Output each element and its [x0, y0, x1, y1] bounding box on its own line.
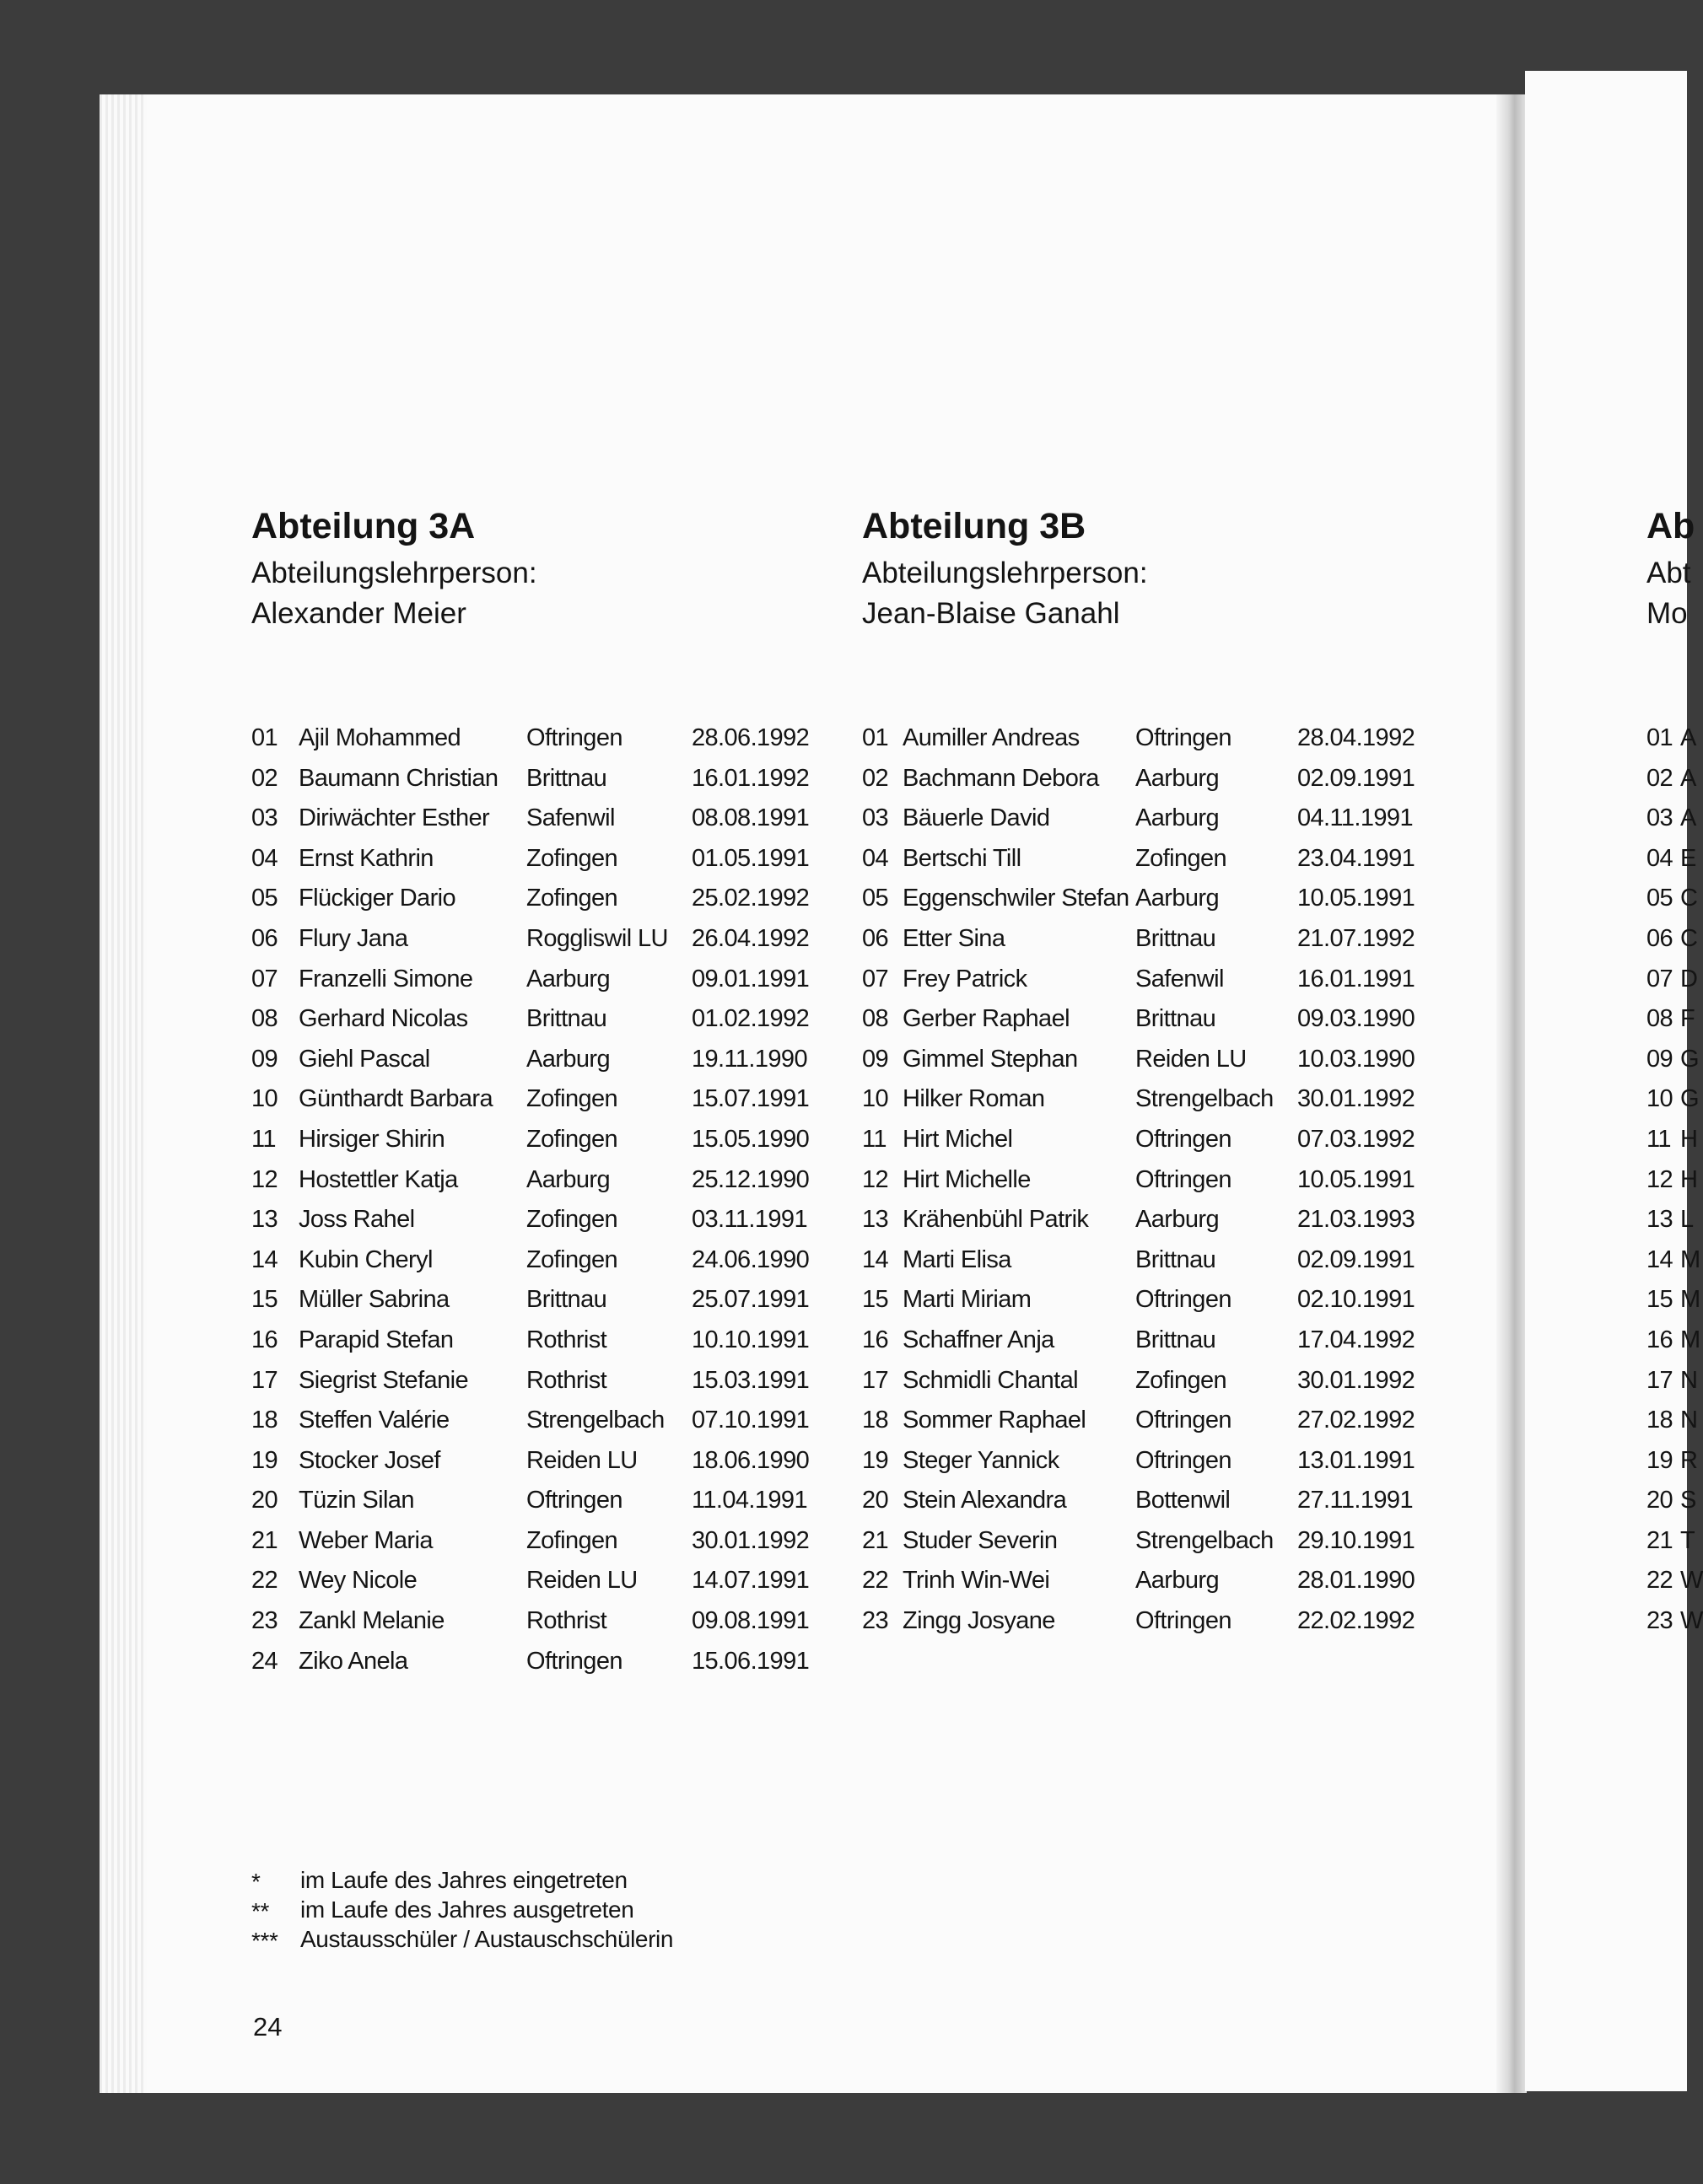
student-name: Stocker Josef [299, 1446, 440, 1474]
student-name: Bäuerle David [903, 804, 1050, 832]
student-hometown: Zofingen [526, 1085, 618, 1113]
student-name: Joss Rahel [299, 1206, 415, 1234]
student-birthdate: 10.05.1991 [1297, 885, 1415, 912]
student-birthdate: 27.11.1991 [1297, 1487, 1413, 1514]
fragment-initial: A [1680, 724, 1696, 751]
student-number: 23 [862, 1607, 889, 1635]
student-birthdate: 13.01.1991 [1297, 1446, 1415, 1474]
student-name: Eggenschwiler Stefan [903, 885, 1129, 912]
teacher-label: Abteilungslehrperson: [251, 557, 537, 589]
student-birthdate: 02.09.1991 [1297, 764, 1415, 792]
student-number: 19 [862, 1446, 889, 1474]
fragment-initial: M [1680, 1245, 1700, 1273]
student-number: 09 [862, 1045, 889, 1073]
student-number: 19 [251, 1446, 278, 1474]
student-hometown: Aarburg [1135, 764, 1219, 792]
student-birthdate: 30.01.1992 [1297, 1085, 1415, 1113]
student-name: Marti Miriam [903, 1286, 1032, 1314]
fragment-row [1646, 1079, 1699, 1120]
footnote-mark: ** [251, 1898, 269, 1924]
student-hometown: Aarburg [1135, 885, 1219, 912]
student-number: 17 [251, 1366, 278, 1394]
fragment-number: 11 [1646, 1125, 1671, 1153]
department-title: Abteilung 3B [862, 506, 1086, 546]
fragment-row [1646, 759, 1696, 799]
fragment-initial: W [1680, 1607, 1703, 1635]
fragment-initial: C [1680, 924, 1698, 952]
student-name: Stein Alexandra [903, 1487, 1067, 1514]
student-name: Aumiller Andreas [903, 724, 1080, 751]
student-name: Ziko Anela [299, 1647, 408, 1675]
student-birthdate: 25.02.1992 [692, 885, 810, 912]
fragment-initial: N [1680, 1366, 1698, 1394]
student-hometown: Brittnau [1135, 1245, 1216, 1273]
fragment-number: 02 [1646, 764, 1673, 792]
student-name: Steffen Valérie [299, 1407, 450, 1434]
student-hometown: Oftringen [1135, 1125, 1231, 1153]
student-hometown: Zofingen [1135, 844, 1227, 872]
student-birthdate: 25.07.1991 [692, 1286, 810, 1314]
student-name: Flückiger Dario [299, 885, 455, 912]
fragment-number: 10 [1646, 1085, 1673, 1113]
student-name: Weber Maria [299, 1526, 433, 1554]
student-birthdate: 10.03.1990 [1297, 1045, 1415, 1073]
student-hometown: Bottenwil [1135, 1487, 1231, 1514]
fragment-row [1646, 1561, 1703, 1601]
student-number: 18 [862, 1407, 889, 1434]
student-hometown: Reiden LU [526, 1446, 638, 1474]
student-birthdate: 15.07.1991 [692, 1085, 810, 1113]
student-number: 23 [251, 1607, 278, 1635]
student-birthdate: 10.05.1991 [1297, 1165, 1415, 1193]
student-name: Ajil Mohammed [299, 724, 461, 751]
student-birthdate: 15.03.1991 [692, 1366, 810, 1394]
student-number: 13 [862, 1206, 889, 1234]
student-number: 06 [862, 924, 889, 952]
student-birthdate: 03.11.1991 [692, 1206, 807, 1234]
student-name: Günthardt Barbara [299, 1085, 493, 1113]
student-hometown: Oftringen [1135, 1446, 1231, 1474]
student-birthdate: 04.11.1991 [1297, 804, 1413, 832]
student-birthdate: 28.06.1992 [692, 724, 810, 751]
student-birthdate: 07.03.1992 [1297, 1125, 1415, 1153]
student-number: 12 [862, 1165, 889, 1193]
student-birthdate: 25.12.1990 [692, 1165, 810, 1193]
fragment-row [1646, 1441, 1698, 1482]
fragment-initial: G [1680, 1045, 1699, 1073]
fragment-row [1646, 960, 1698, 1000]
student-number: 06 [251, 924, 278, 952]
student-birthdate: 30.01.1992 [1297, 1366, 1415, 1394]
student-birthdate: 08.08.1991 [692, 804, 810, 832]
student-birthdate: 21.07.1992 [1297, 924, 1415, 952]
student-hometown: Aarburg [1135, 1206, 1219, 1234]
student-number: 05 [251, 885, 278, 912]
student-number: 02 [862, 764, 889, 792]
student-name: Zingg Josyane [903, 1607, 1055, 1635]
student-name: Franzelli Simone [299, 965, 473, 992]
teacher-label: Abteilungslehrperson: [862, 557, 1148, 589]
student-name: Ernst Kathrin [299, 844, 434, 872]
student-name: Flury Jana [299, 924, 408, 952]
student-name: Hirsiger Shirin [299, 1125, 445, 1153]
student-hometown: Brittnau [1135, 1005, 1216, 1033]
fragment-number: 18 [1646, 1407, 1673, 1434]
student-hometown: Brittnau [1135, 1326, 1216, 1353]
fragment-initial: H [1680, 1165, 1698, 1193]
student-name: Schmidli Chantal [903, 1366, 1078, 1394]
fragment-number: 06 [1646, 924, 1673, 952]
student-hometown: Strengelbach [1135, 1526, 1274, 1554]
fragment-initial: M [1680, 1286, 1700, 1314]
student-hometown: Oftringen [526, 724, 622, 751]
fragment-row [1646, 799, 1696, 839]
student-birthdate: 26.04.1992 [692, 924, 810, 952]
fragment-initial: R [1680, 1446, 1698, 1474]
teacher-label-fragment: Abt [1646, 557, 1691, 589]
student-name: Trinh Win-Wei [903, 1567, 1050, 1595]
student-number: 01 [251, 724, 278, 751]
student-hometown: Reiden LU [1135, 1045, 1247, 1073]
student-name: Zankl Melanie [299, 1607, 445, 1635]
student-hometown: Strengelbach [1135, 1085, 1274, 1113]
fragment-number: 21 [1646, 1526, 1673, 1554]
fragment-row [1646, 919, 1698, 960]
department-3a-header [251, 506, 537, 634]
student-hometown: Brittnau [526, 1005, 607, 1033]
student-name: Sommer Raphael [903, 1407, 1086, 1434]
student-number: 10 [251, 1085, 278, 1113]
fragment-initial: F [1680, 1005, 1695, 1033]
teacher-name: Jean-Blaise Ganahl [862, 597, 1120, 630]
footnote-text: im Laufe des Jahres eingetreten [300, 1867, 628, 1893]
student-number: 24 [251, 1647, 278, 1675]
fragment-number: 16 [1646, 1326, 1673, 1353]
fragment-initial: M [1680, 1326, 1700, 1353]
next-page-header-fragment [1646, 506, 1695, 634]
student-hometown: Zofingen [526, 844, 618, 872]
student-hometown: Zofingen [526, 885, 618, 912]
student-number: 12 [251, 1165, 278, 1193]
student-hometown: Safenwil [526, 804, 615, 832]
student-birthdate: 30.01.1992 [692, 1526, 810, 1554]
fragment-row [1646, 1321, 1700, 1361]
fragment-initial: A [1680, 764, 1696, 792]
fragment-number: 15 [1646, 1286, 1673, 1314]
student-name: Kubin Cheryl [299, 1245, 433, 1273]
fragment-row [1646, 1240, 1700, 1281]
student-name: Diriwächter Esther [299, 804, 490, 832]
student-number: 22 [251, 1567, 278, 1595]
student-number: 10 [862, 1085, 889, 1113]
student-hometown: Zofingen [526, 1526, 618, 1554]
student-birthdate: 28.04.1992 [1297, 724, 1415, 751]
fragment-row [1646, 1120, 1698, 1160]
page-edge-stack [100, 94, 147, 2093]
fragment-row [1646, 1521, 1695, 1562]
fragment-row [1646, 879, 1698, 919]
student-birthdate: 09.08.1991 [692, 1607, 810, 1635]
student-number: 03 [251, 804, 278, 832]
fragment-number: 17 [1646, 1366, 1673, 1394]
student-hometown: Aarburg [526, 965, 610, 992]
next-page-list-fragment [1646, 718, 1703, 1642]
student-name: Giehl Pascal [299, 1045, 430, 1073]
student-birthdate: 24.06.1990 [692, 1245, 810, 1273]
student-hometown: Oftringen [1135, 1407, 1231, 1434]
student-number: 09 [251, 1045, 278, 1073]
student-name: Tüzin Silan [299, 1487, 414, 1514]
student-hometown: Brittnau [526, 1286, 607, 1314]
fragment-initial: G [1680, 1085, 1699, 1113]
student-hometown: Reiden LU [526, 1567, 638, 1595]
fragment-number: 19 [1646, 1446, 1673, 1474]
student-birthdate: 23.04.1991 [1297, 844, 1415, 872]
student-name: Müller Sabrina [299, 1286, 450, 1314]
student-number: 05 [862, 885, 889, 912]
student-hometown: Oftringen [1135, 1165, 1231, 1193]
student-hometown: Brittnau [1135, 924, 1216, 952]
fragment-number: 01 [1646, 724, 1673, 751]
student-birthdate: 09.01.1991 [692, 965, 810, 992]
student-number: 16 [862, 1326, 889, 1353]
footnote-text: im Laufe des Jahres ausgetreten [300, 1896, 634, 1923]
student-number: 21 [251, 1526, 278, 1554]
student-hometown: Aarburg [526, 1165, 610, 1193]
student-hometown: Zofingen [526, 1125, 618, 1153]
fragment-initial: H [1680, 1125, 1698, 1153]
fragment-initial: A [1680, 804, 1696, 832]
student-birthdate: 11.04.1991 [692, 1487, 807, 1514]
fragment-row [1646, 1040, 1699, 1080]
student-name: Krähenbühl Patrik [903, 1206, 1089, 1234]
student-birthdate: 15.06.1991 [692, 1647, 810, 1675]
student-number: 20 [862, 1487, 889, 1514]
fragment-initial: E [1680, 844, 1696, 872]
student-number: 01 [862, 724, 889, 751]
student-name: Baumann Christian [299, 764, 499, 792]
student-name: Gerber Raphael [903, 1005, 1070, 1033]
student-hometown: Zofingen [526, 1245, 618, 1273]
fragment-number: 20 [1646, 1487, 1673, 1514]
student-name: Hirt Michelle [903, 1165, 1031, 1193]
student-number: 11 [251, 1125, 276, 1153]
fragment-row [1646, 1361, 1698, 1401]
student-name: Etter Sina [903, 924, 1005, 952]
student-birthdate: 10.10.1991 [692, 1326, 810, 1353]
student-hometown: Oftringen [526, 1647, 622, 1675]
student-birthdate: 18.06.1990 [692, 1446, 810, 1474]
student-birthdate: 22.02.1992 [1297, 1607, 1415, 1635]
student-name: Gerhard Nicolas [299, 1005, 468, 1033]
fragment-initial: N [1680, 1407, 1698, 1434]
student-hometown: Aarburg [526, 1045, 610, 1073]
student-birthdate: 29.10.1991 [1297, 1526, 1415, 1554]
student-hometown: Oftringen [1135, 1286, 1231, 1314]
student-name: Hirt Michel [903, 1125, 1013, 1153]
student-hometown: Zofingen [1135, 1366, 1227, 1394]
student-birthdate: 01.02.1992 [692, 1005, 810, 1033]
department-title: Abteilung 3A [251, 506, 476, 546]
student-birthdate: 01.05.1991 [692, 844, 810, 872]
fragment-row [1646, 839, 1696, 880]
teacher-name: Alexander Meier [251, 597, 466, 630]
fragment-number: 07 [1646, 965, 1673, 992]
student-birthdate: 28.01.1990 [1297, 1567, 1415, 1595]
fragment-number: 13 [1646, 1206, 1673, 1234]
student-number: 20 [251, 1487, 278, 1514]
student-number: 16 [251, 1326, 278, 1353]
fragment-row [1646, 718, 1696, 759]
book-gutter [1496, 94, 1527, 2093]
student-name: Bertschi Till [903, 844, 1021, 872]
student-birthdate: 02.10.1991 [1297, 1286, 1415, 1314]
student-name: Schaffner Anja [903, 1326, 1054, 1353]
student-name: Bachmann Debora [903, 764, 1099, 792]
student-name: Hilker Roman [903, 1085, 1045, 1113]
fragment-initial: S [1680, 1487, 1696, 1514]
fragment-number: 09 [1646, 1045, 1673, 1073]
fragment-initial: L [1680, 1206, 1694, 1234]
fragment-initial: W [1680, 1567, 1703, 1595]
student-birthdate: 02.09.1991 [1297, 1245, 1415, 1273]
student-hometown: Oftringen [526, 1487, 622, 1514]
student-birthdate: 09.03.1990 [1297, 1005, 1415, 1033]
student-number: 07 [251, 965, 278, 992]
footnote-mark: * [251, 1869, 261, 1895]
department-3b-header [862, 506, 1148, 634]
student-hometown: Oftringen [1135, 1607, 1231, 1635]
student-number: 15 [862, 1286, 889, 1314]
student-hometown: Safenwil [1135, 965, 1224, 992]
student-hometown: Brittnau [526, 764, 607, 792]
student-birthdate: 21.03.1993 [1297, 1206, 1415, 1234]
student-name: Gimmel Stephan [903, 1045, 1078, 1073]
fragment-number: 05 [1646, 885, 1673, 912]
fragment-row [1646, 999, 1695, 1040]
fragment-row [1646, 1200, 1694, 1240]
fragment-number: 14 [1646, 1245, 1673, 1273]
student-number: 11 [862, 1125, 887, 1153]
student-name: Hostettler Katja [299, 1165, 458, 1193]
student-name: Marti Elisa [903, 1245, 1011, 1273]
student-number: 14 [862, 1245, 889, 1273]
teacher-name-fragment: Mo [1646, 597, 1688, 630]
student-birthdate: 17.04.1992 [1297, 1326, 1415, 1353]
student-hometown: Rothrist [526, 1326, 607, 1353]
student-birthdate: 16.01.1991 [1297, 965, 1415, 992]
student-hometown: Strengelbach [526, 1407, 665, 1434]
fragment-row [1646, 1280, 1700, 1321]
student-number: 08 [251, 1005, 278, 1033]
student-number: 04 [862, 844, 889, 872]
student-name: Frey Patrick [903, 965, 1027, 992]
student-hometown: Aarburg [1135, 804, 1219, 832]
fragment-row [1646, 1481, 1696, 1521]
student-name: Steger Yannick [903, 1446, 1059, 1474]
fragment-number: 04 [1646, 844, 1673, 872]
student-birthdate: 16.01.1992 [692, 764, 810, 792]
fragment-number: 08 [1646, 1005, 1673, 1033]
fragment-number: 23 [1646, 1607, 1673, 1635]
student-hometown: Roggliswil LU [526, 924, 668, 952]
department-title-fragment: Ab [1646, 506, 1695, 546]
student-name: Siegrist Stefanie [299, 1366, 468, 1394]
student-number: 07 [862, 965, 889, 992]
student-number: 15 [251, 1286, 278, 1314]
student-number: 08 [862, 1005, 889, 1033]
fragment-initial: C [1680, 885, 1698, 912]
student-birthdate: 15.05.1990 [692, 1125, 810, 1153]
student-hometown: Rothrist [526, 1366, 607, 1394]
fragment-row [1646, 1401, 1698, 1441]
student-number: 04 [251, 844, 278, 872]
student-hometown: Zofingen [526, 1206, 618, 1234]
student-birthdate: 27.02.1992 [1297, 1407, 1415, 1434]
student-name: Studer Severin [903, 1526, 1058, 1554]
student-name: Wey Nicole [299, 1567, 418, 1595]
footnote-mark: *** [251, 1928, 278, 1954]
fragment-initial: D [1680, 965, 1698, 992]
student-hometown: Rothrist [526, 1607, 607, 1635]
student-birthdate: 14.07.1991 [692, 1567, 810, 1595]
fragment-row [1646, 1160, 1698, 1201]
student-number: 21 [862, 1526, 889, 1554]
student-number: 03 [862, 804, 889, 832]
student-number: 14 [251, 1245, 278, 1273]
student-number: 13 [251, 1206, 278, 1234]
fragment-number: 03 [1646, 804, 1673, 832]
student-number: 17 [862, 1366, 889, 1394]
fragment-number: 12 [1646, 1165, 1673, 1193]
student-name: Parapid Stefan [299, 1326, 454, 1353]
fragment-row [1646, 1601, 1703, 1642]
student-number: 02 [251, 764, 278, 792]
fragment-number: 22 [1646, 1567, 1673, 1595]
student-number: 22 [862, 1567, 889, 1595]
student-hometown: Aarburg [1135, 1567, 1219, 1595]
student-hometown: Oftringen [1135, 724, 1231, 751]
fragment-initial: T [1680, 1526, 1695, 1554]
page-number: 24 [253, 2012, 283, 2041]
student-number: 18 [251, 1407, 278, 1434]
footnote-text: Austausschüler / Austauschschülerin [300, 1926, 674, 1952]
student-birthdate: 07.10.1991 [692, 1407, 810, 1434]
student-birthdate: 19.11.1990 [692, 1045, 807, 1073]
